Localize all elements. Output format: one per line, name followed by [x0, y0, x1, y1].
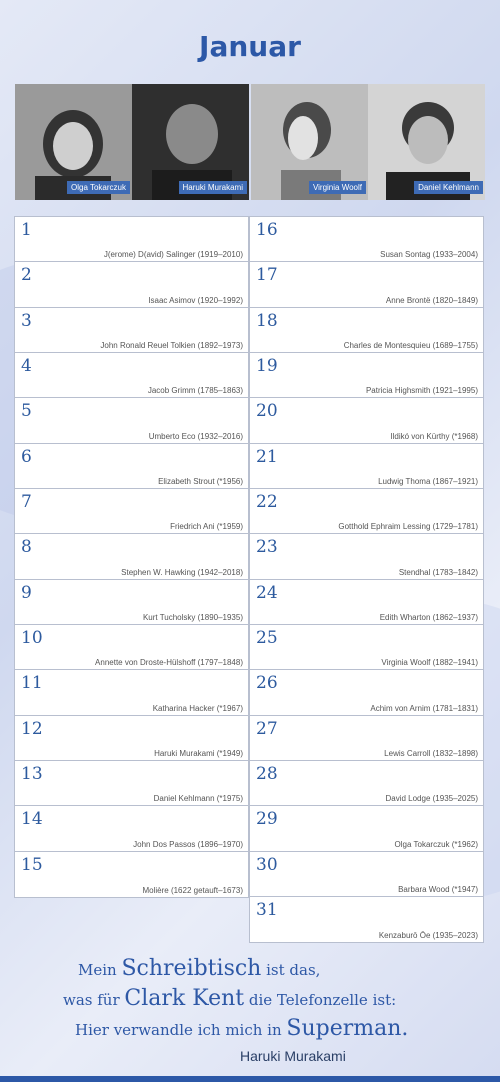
- day-cell: [15, 534, 248, 579]
- day-number: 14: [21, 809, 43, 830]
- day-cell: [15, 670, 248, 715]
- day-number: 23: [256, 537, 278, 558]
- birthday-name: Achim von Arnim (1781–1831): [370, 703, 478, 713]
- day-cell: [15, 353, 248, 398]
- birthday-name: Gotthold Ephraim Lessing (1729–1781): [338, 522, 478, 532]
- day-cell: [15, 308, 248, 353]
- day-cell: [250, 217, 483, 262]
- day-number: 13: [21, 763, 43, 784]
- day-cell: [250, 625, 483, 670]
- day-cell: [15, 625, 248, 670]
- day-cell: [15, 852, 248, 897]
- day-number: 12: [21, 718, 43, 739]
- day-number: 3: [21, 310, 32, 331]
- day-cell: [15, 398, 248, 443]
- calendar-column-left: [14, 216, 249, 898]
- day-number: 29: [256, 809, 278, 830]
- day-number: 7: [21, 491, 32, 512]
- day-number: 17: [256, 265, 278, 286]
- day-cell: [250, 489, 483, 534]
- day-number: 20: [256, 401, 278, 422]
- birthday-name: Patricia Highsmith (1921–1995): [365, 386, 478, 396]
- quote-line: was für Clark Kent die Telefonzelle ist:: [63, 986, 397, 1011]
- birthday-name: Kurt Tucholsky (1890–1935): [142, 612, 243, 622]
- day-number: 1: [21, 220, 32, 240]
- page-title: Januar: [199, 30, 301, 63]
- birthday-name: Molière (1622 getauft–1673): [142, 885, 243, 895]
- day-cell: [250, 580, 483, 625]
- day-number: 26: [256, 673, 278, 694]
- day-number: 5: [21, 401, 32, 422]
- day-number: 27: [256, 718, 278, 739]
- day-number: 10: [21, 627, 43, 648]
- calendar-column-right: [249, 216, 484, 943]
- photo-caption: Olga Tokarczuk: [67, 181, 130, 194]
- portrait-photo: [251, 84, 368, 200]
- day-cell: [250, 308, 483, 353]
- day-cell: [15, 444, 248, 489]
- day-number: 21: [256, 446, 278, 467]
- birthday-name: Ildikó von Kürthy (*1968): [390, 431, 478, 441]
- day-cell: [250, 670, 483, 715]
- birthday-name: Barbara Wood (*1947): [398, 884, 478, 894]
- portrait-photo: [15, 84, 132, 200]
- portrait-photo: [368, 84, 485, 200]
- day-cell: [250, 716, 483, 761]
- day-cell: [250, 444, 483, 489]
- birthday-name: Katharina Hacker (*1967): [152, 703, 243, 713]
- birthday-name: Kenzaburō Ōe (1935–2023): [378, 931, 478, 941]
- birthday-name: Charles de Montesquieu (1689–1755): [343, 340, 478, 350]
- birthday-name: Virginia Woolf (1882–1941): [381, 658, 478, 668]
- birthday-name: Elizabeth Strout (*1956): [158, 476, 243, 486]
- birthday-name: Annette von Droste-Hülshoff (1797–1848): [95, 658, 243, 668]
- day-number: 9: [21, 582, 32, 603]
- day-cell: [15, 217, 248, 262]
- day-cell: [250, 897, 483, 942]
- day-number: 25: [256, 627, 278, 648]
- day-cell: [250, 806, 483, 851]
- quote-author: Haruki Murakami: [240, 1048, 346, 1064]
- day-cell: [15, 580, 248, 625]
- day-number: 4: [21, 355, 32, 376]
- photo-caption: Haruki Murakami: [179, 181, 247, 194]
- birthday-name: Jacob Grimm (1785–1863): [147, 386, 243, 396]
- birthday-name: Stendhal (1783–1842): [398, 567, 478, 577]
- day-cell: [250, 534, 483, 579]
- day-number: 16: [256, 220, 278, 240]
- day-cell: [15, 262, 248, 307]
- birthday-name: Haruki Murakami (*1949): [154, 748, 243, 758]
- day-number: 30: [256, 854, 278, 875]
- day-number: 19: [256, 355, 278, 376]
- day-number: 6: [21, 446, 32, 467]
- birthday-name: Lewis Carroll (1832–1898): [384, 748, 478, 758]
- birthday-name: John Dos Passos (1896–1970): [133, 839, 243, 849]
- birthday-name: Umberto Eco (1932–2016): [148, 431, 243, 441]
- day-number: 11: [21, 673, 43, 694]
- birthday-name: Isaac Asimov (1920–1992): [148, 295, 243, 305]
- birthday-name: Stephen W. Hawking (1942–2018): [121, 567, 243, 577]
- birthday-name: Edith Wharton (1862–1937): [379, 612, 478, 622]
- quote-line: Mein Schreibtisch ist das,: [78, 956, 321, 981]
- day-cell: [15, 489, 248, 534]
- day-cell: [250, 852, 483, 897]
- day-cell: [250, 262, 483, 307]
- day-number: 18: [256, 310, 278, 331]
- day-cell: [250, 353, 483, 398]
- birthday-name: Susan Sontag (1933–2004): [380, 250, 478, 260]
- photo-caption: Daniel Kehlmann: [414, 181, 483, 194]
- birthday-name: Daniel Kehlmann (*1975): [153, 794, 243, 804]
- photo-strip: [15, 84, 485, 200]
- birthday-name: J(erome) D(avid) Salinger (1919–2010): [103, 250, 243, 260]
- day-cell: [250, 398, 483, 443]
- day-cell: [15, 806, 248, 851]
- day-number: 28: [256, 763, 278, 784]
- birthday-name: Anne Brontë (1820–1849): [385, 295, 478, 305]
- day-number: 22: [256, 491, 278, 512]
- day-number: 24: [256, 582, 278, 603]
- birthday-name: Ludwig Thoma (1867–1921): [378, 476, 478, 486]
- day-cell: [15, 716, 248, 761]
- birthday-name: Olga Tokarczuk (*1962): [394, 839, 478, 849]
- bottom-bar: [0, 1076, 500, 1082]
- photo-caption: Virginia Woolf: [309, 181, 366, 194]
- day-cell: [250, 761, 483, 806]
- day-number: 8: [21, 537, 32, 558]
- day-number: 15: [21, 854, 43, 875]
- birthday-name: John Ronald Reuel Tolkien (1892–1973): [100, 340, 243, 350]
- day-cell: [15, 761, 248, 806]
- day-number: 31: [256, 899, 278, 920]
- birthday-name: Friedrich Ani (*1959): [170, 522, 243, 532]
- portrait-photo: [132, 84, 249, 200]
- quote-line: Hier verwandle ich mich in Superman.: [75, 1016, 409, 1041]
- day-number: 2: [21, 265, 32, 286]
- birthday-name: David Lodge (1935–2025): [385, 794, 478, 804]
